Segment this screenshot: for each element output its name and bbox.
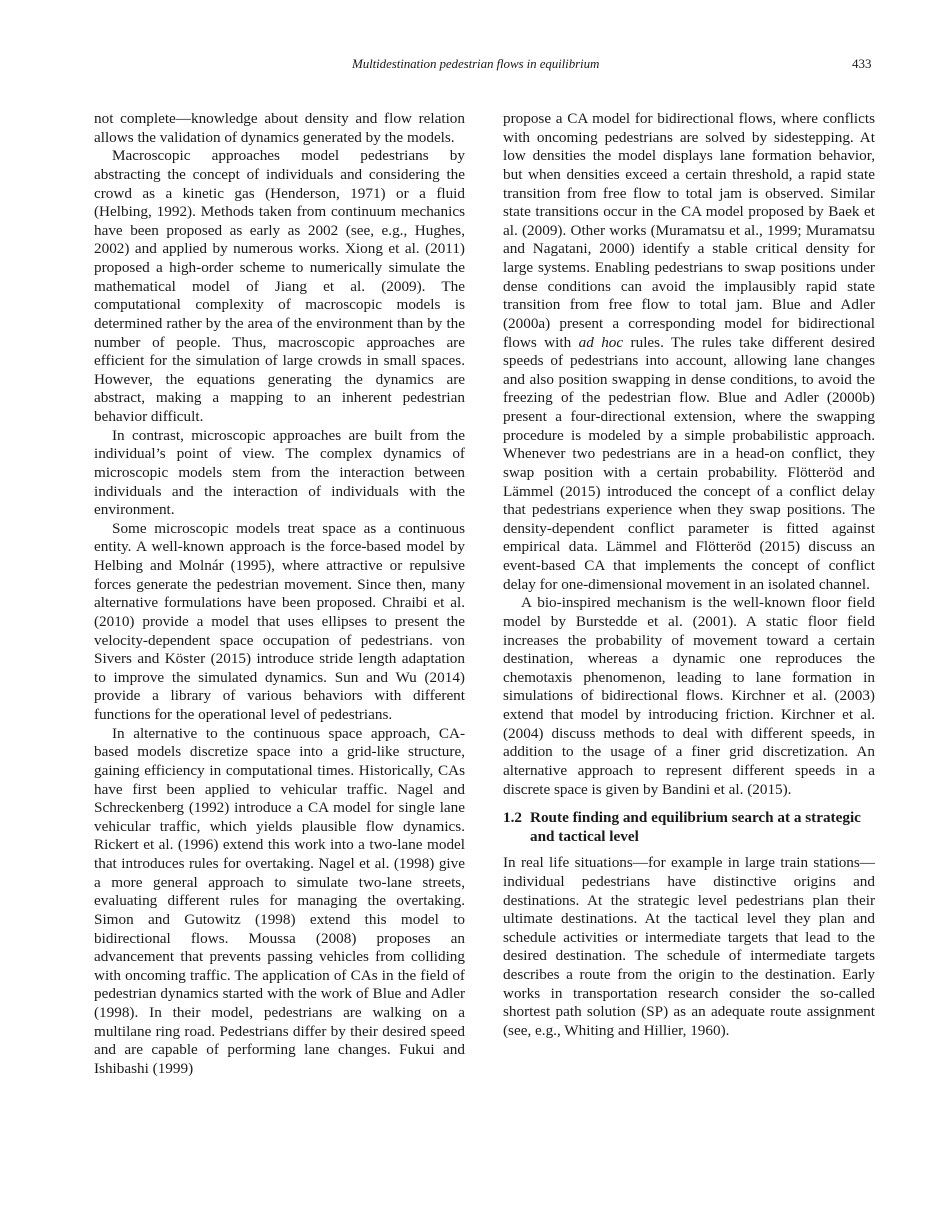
italic-term: ad hoc bbox=[578, 333, 624, 351]
left-column bbox=[94, 110, 465, 1079]
paragraph-ca-models: In alternative to the continuous space approach, CA-based models discretize space into a grid-like structure, gaining efficiency in computational times. Historically, CAs have first been applied to vehicular traffic. Nagel and Schreckenberg (1992) introduce a CA model for single lane vehicular traffic, which yields plausible flow dynamics. Rickert et al. (1996) extend this work into a two-lane model that introduces rules for overtaking. Nagel et al. (1998) give a more general approach to simulate two-lane streets, evaluating different rules for managing the overtaking. Simon and Gutowitz (1998) extend this model to bidirectional flows. Moussa (2008) proposes an advancement that prevents passing vehicles from colliding with oncoming traffic. The application of CAs in the field of pedestrian dynamics started with the work of Blue and Adler (1998). In their model, pedestrians are walking on a multilane ring road. Pedestrians differ by their desired speed and are capable of performing lane changes. Fukui and Ishibashi (1999) bbox=[94, 724, 465, 1077]
running-header bbox=[0, 56, 925, 76]
paragraph-bidirectional bbox=[503, 110, 875, 594]
paragraph-continuous-space: Some microscopic models treat space as a continuous entity. A well-known approach is the force-based model by Helbing and Molnár (1995), where attractive or repulsive forces generate the pedestrian movement. Since then, many alternative formulations have been proposed. Chraibi et al. (2010) provide a model that uses ellipses to present the velocity-dependent space occupation of pedestrians. von Sivers and Köster (2015) introduce stride length adaptation to improve the simulated dynamics. Sun and Wu (2014) provide a library of various behaviors with different functions for the operational level of pedestrians. bbox=[94, 519, 465, 723]
text-run: rules. The rules take different desired speeds of pedestrians into account, allowing lane changes and also position swapping in dense conditions, to avoid the freezing of the pedestrian flow. Blue and Adler (2000b) present a four-directional extension, where the swapping procedure is modeled by a simple probabilistic approach. Whenever two pedestrians are in a head-on conflict, they swap position with a certain probability. Flötteröd and Lämmel (2015) introduced the concept of a conflict delay that pedestrians experience when they swap positions. The density-dependent conflict parameter is fitted against empirical data. Lämmel and Flötteröd (2015) discuss an event-based CA that implements the concept of conflict delay for one-dimensional movement in an isolated channel. bbox=[503, 333, 875, 593]
right-column bbox=[503, 110, 875, 1041]
paragraph-macroscopic: Macroscopic approaches model pedestrians by abstracting the concept of individuals and considering the crowd as a kinetic gas (Henderson, 1971) or a fluid (Helbing, 1992). Methods taken from continuum mechanics have been proposed as early as 2002 (see, e.g., Hughes, 2002) and applied by numerous works. Xiong et al. (2011) proposed a high-order scheme to numerically simulate the mathematical model of Jiang et al. (2009). The computational complexity of macroscopic models is determined rather by the area of the environment than by the number of people. Thus, macroscopic approaches are efficient for the simulation of large crowds in small spaces. However, the equations generating the dynamics are abstract, making a mapping to an inherent pedestrian behavior difficult. bbox=[94, 147, 465, 425]
section-heading bbox=[503, 809, 875, 846]
page-number: 433 bbox=[852, 56, 872, 71]
paragraph-microscopic: In contrast, microscopic approaches are built from the individual’s point of view. The complex dynamics of microscopic models stem from the interaction between individuals and the interaction of individuals with the environment. bbox=[94, 426, 465, 519]
paragraph-continued: not complete—knowledge about density and flow relation allows the validation of dynamics generated by the models. bbox=[94, 110, 465, 146]
running-title: Multidestination pedestrian flows in equilibrium bbox=[352, 56, 600, 71]
paragraph-route-finding: In real life situations—for example in large train stations—individual pedestrians have distinctive origins and destinations. At the strategic level pedestrians plan their ultimate destinations. At the tactical level they plan and schedule activities or intermediate targets that lead to the desired destination. The schedule of intermediate targets describes a route from the origin to the destination. Early works in transportation research consider the so-called shortest path solution (SP) as an adequate route assignment (see, e.g., Whiting and Hillier, 1960). bbox=[503, 854, 875, 1039]
section-number: 1.2 bbox=[503, 809, 522, 827]
paragraph-floor-field: A bio-inspired mechanism is the well-known floor field model by Burstedde et al. (2001). A static floor field increases the probability of movement toward a certain destination, whereas a dynamic one reproduces the chemotaxis phenomenon, leading to lane formation in simulations of bidirectional flows. Kirchner et al. (2003) extend that model by introducing friction. Kirchner et al. (2004) discuss methods to deal with different speeds, in addition to the usage of a finer grid discretization. An alternative approach to represent different speeds in a discrete space is given by Bandini et al. (2015). bbox=[503, 594, 875, 798]
text-run: propose a CA model for bidirectional flows, where conflicts with oncoming pedestrians are solved by sidestepping. At low densities the model displays lane formation behavior, but when densities exceed a certain threshold, a rapid state transition from free flow to total jam is observed. Similar state transitions occur in the CA model proposed by Baek et al. (2009). Other works (Muramatsu et al., 1999; Muramatsu and Nagatani, 2000) identify a stable critical density for large systems. Enabling pedestrians to swap positions under dense conditions can avoid the implausibly rapid state transition from free flow to total jam. Blue and Adler (2000a) present a corresponding model for bidirectional flows with bbox=[503, 110, 875, 351]
section-title: Route finding and equilibrium search at a strategic and tactical level bbox=[530, 809, 861, 845]
